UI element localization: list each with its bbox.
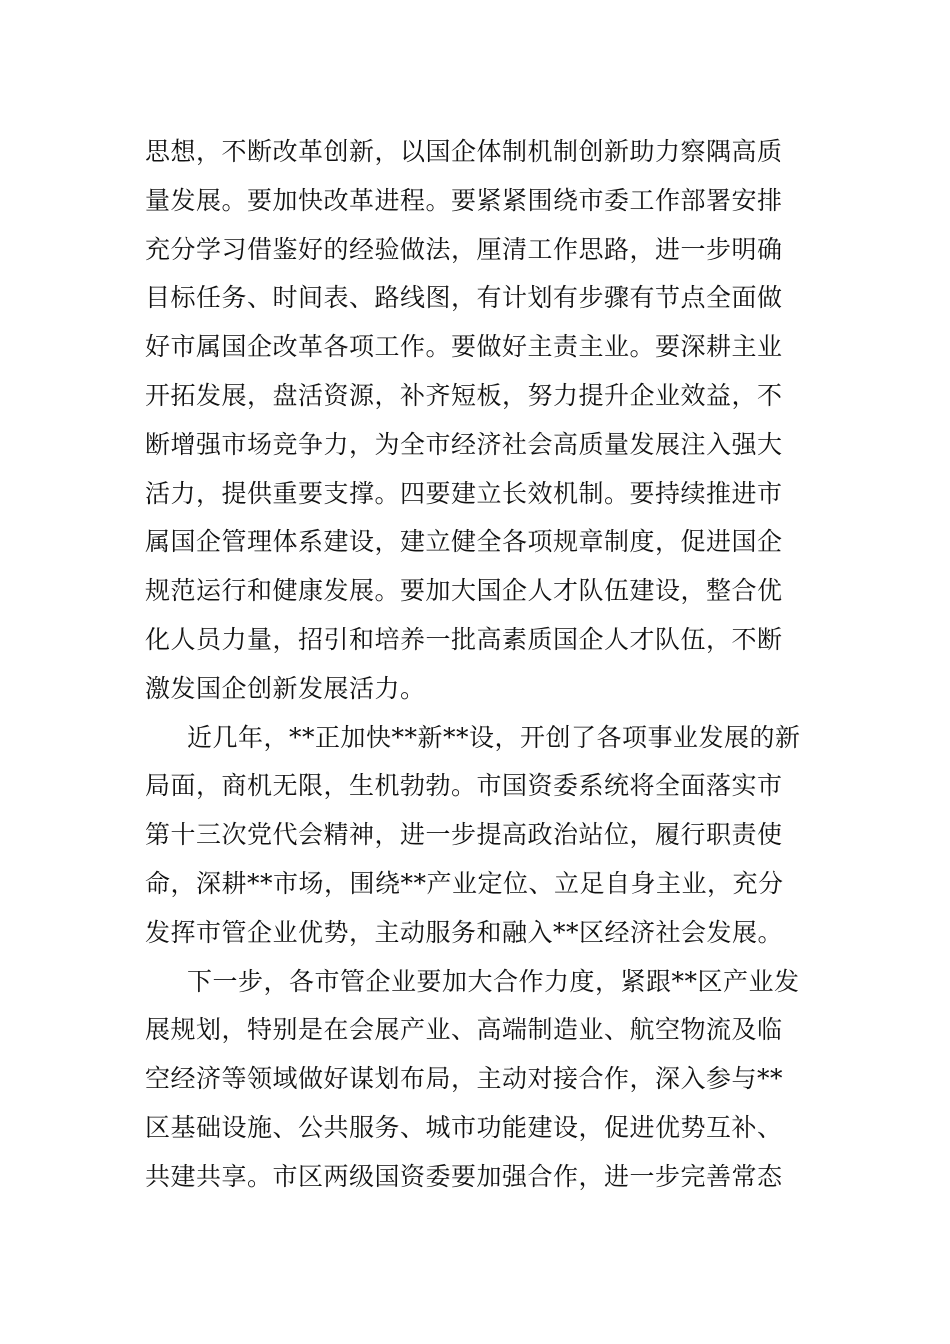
text-line: 命，深耕**市场，围绕**产业定位、立足自身主业，充分 <box>145 868 784 898</box>
text-line: 展规划，特别是在会展产业、高端制造业、航空物流及临 <box>145 1015 783 1045</box>
text-line: 量发展。要加快改革进程。要紧紧围绕市委工作部署安排 <box>145 185 783 215</box>
text-line: 属国企管理体系建设，建立健全各项规章制度，促进国企 <box>145 527 783 557</box>
body-text <box>145 128 815 1202</box>
text-line: 发挥市管企业优势，主动服务和融入**区经济社会发展。 <box>145 917 784 947</box>
text-line: 局面，商机无限，生机勃勃。市国资委系统将全面落实市 <box>145 771 783 801</box>
paragraph-start-line: 近几年，**正加快**新**设，开创了各项事业发展的新 <box>187 722 801 752</box>
text-line: 激发国企创新发展活力。 <box>145 673 426 703</box>
text-line: 目标任务、时间表、路线图，有计划有步骤有节点全面做 <box>145 283 783 313</box>
text-line: 空经济等领域做好谋划布局，主动对接合作，深入参与** <box>145 1064 784 1094</box>
text-line: 规范运行和健康发展。要加大国企人才队伍建设，整合优 <box>145 576 783 606</box>
text-line: 思想，不断改革创新，以国企体制机制创新助力察隅高质 <box>145 137 783 166</box>
text-line: 第十三次党代会精神，进一步提高政治站位，履行职责使 <box>145 820 783 850</box>
text-line: 好市属国企改革各项工作。要做好主责主业。要深耕主业 <box>145 332 783 362</box>
text-line: 充分学习借鉴好的经验做法，厘清工作思路，进一步明确 <box>145 234 783 264</box>
text-line: 区基础设施、公共服务、城市功能建设，促进优势互补、 <box>145 1112 783 1142</box>
text-line: 活力，提供重要支撑。四要建立长效机制。要持续推进市 <box>145 478 783 508</box>
paragraph-start-line: 下一步，各市管企业要加大合作力度，紧跟**区产业发 <box>187 966 800 996</box>
text-line: 开拓发展，盘活资源，补齐短板，努力提升企业效益，不 <box>145 380 783 410</box>
text-line: 共建共享。市区两级国资委要加强合作，进一步完善常态 <box>145 1161 783 1191</box>
text-line: 化人员力量，招引和培养一批高素质国企人才队伍，不断 <box>145 624 783 654</box>
text-line: 断增强市场竞争力，为全市经济社会高质量发展注入强大 <box>145 429 783 459</box>
